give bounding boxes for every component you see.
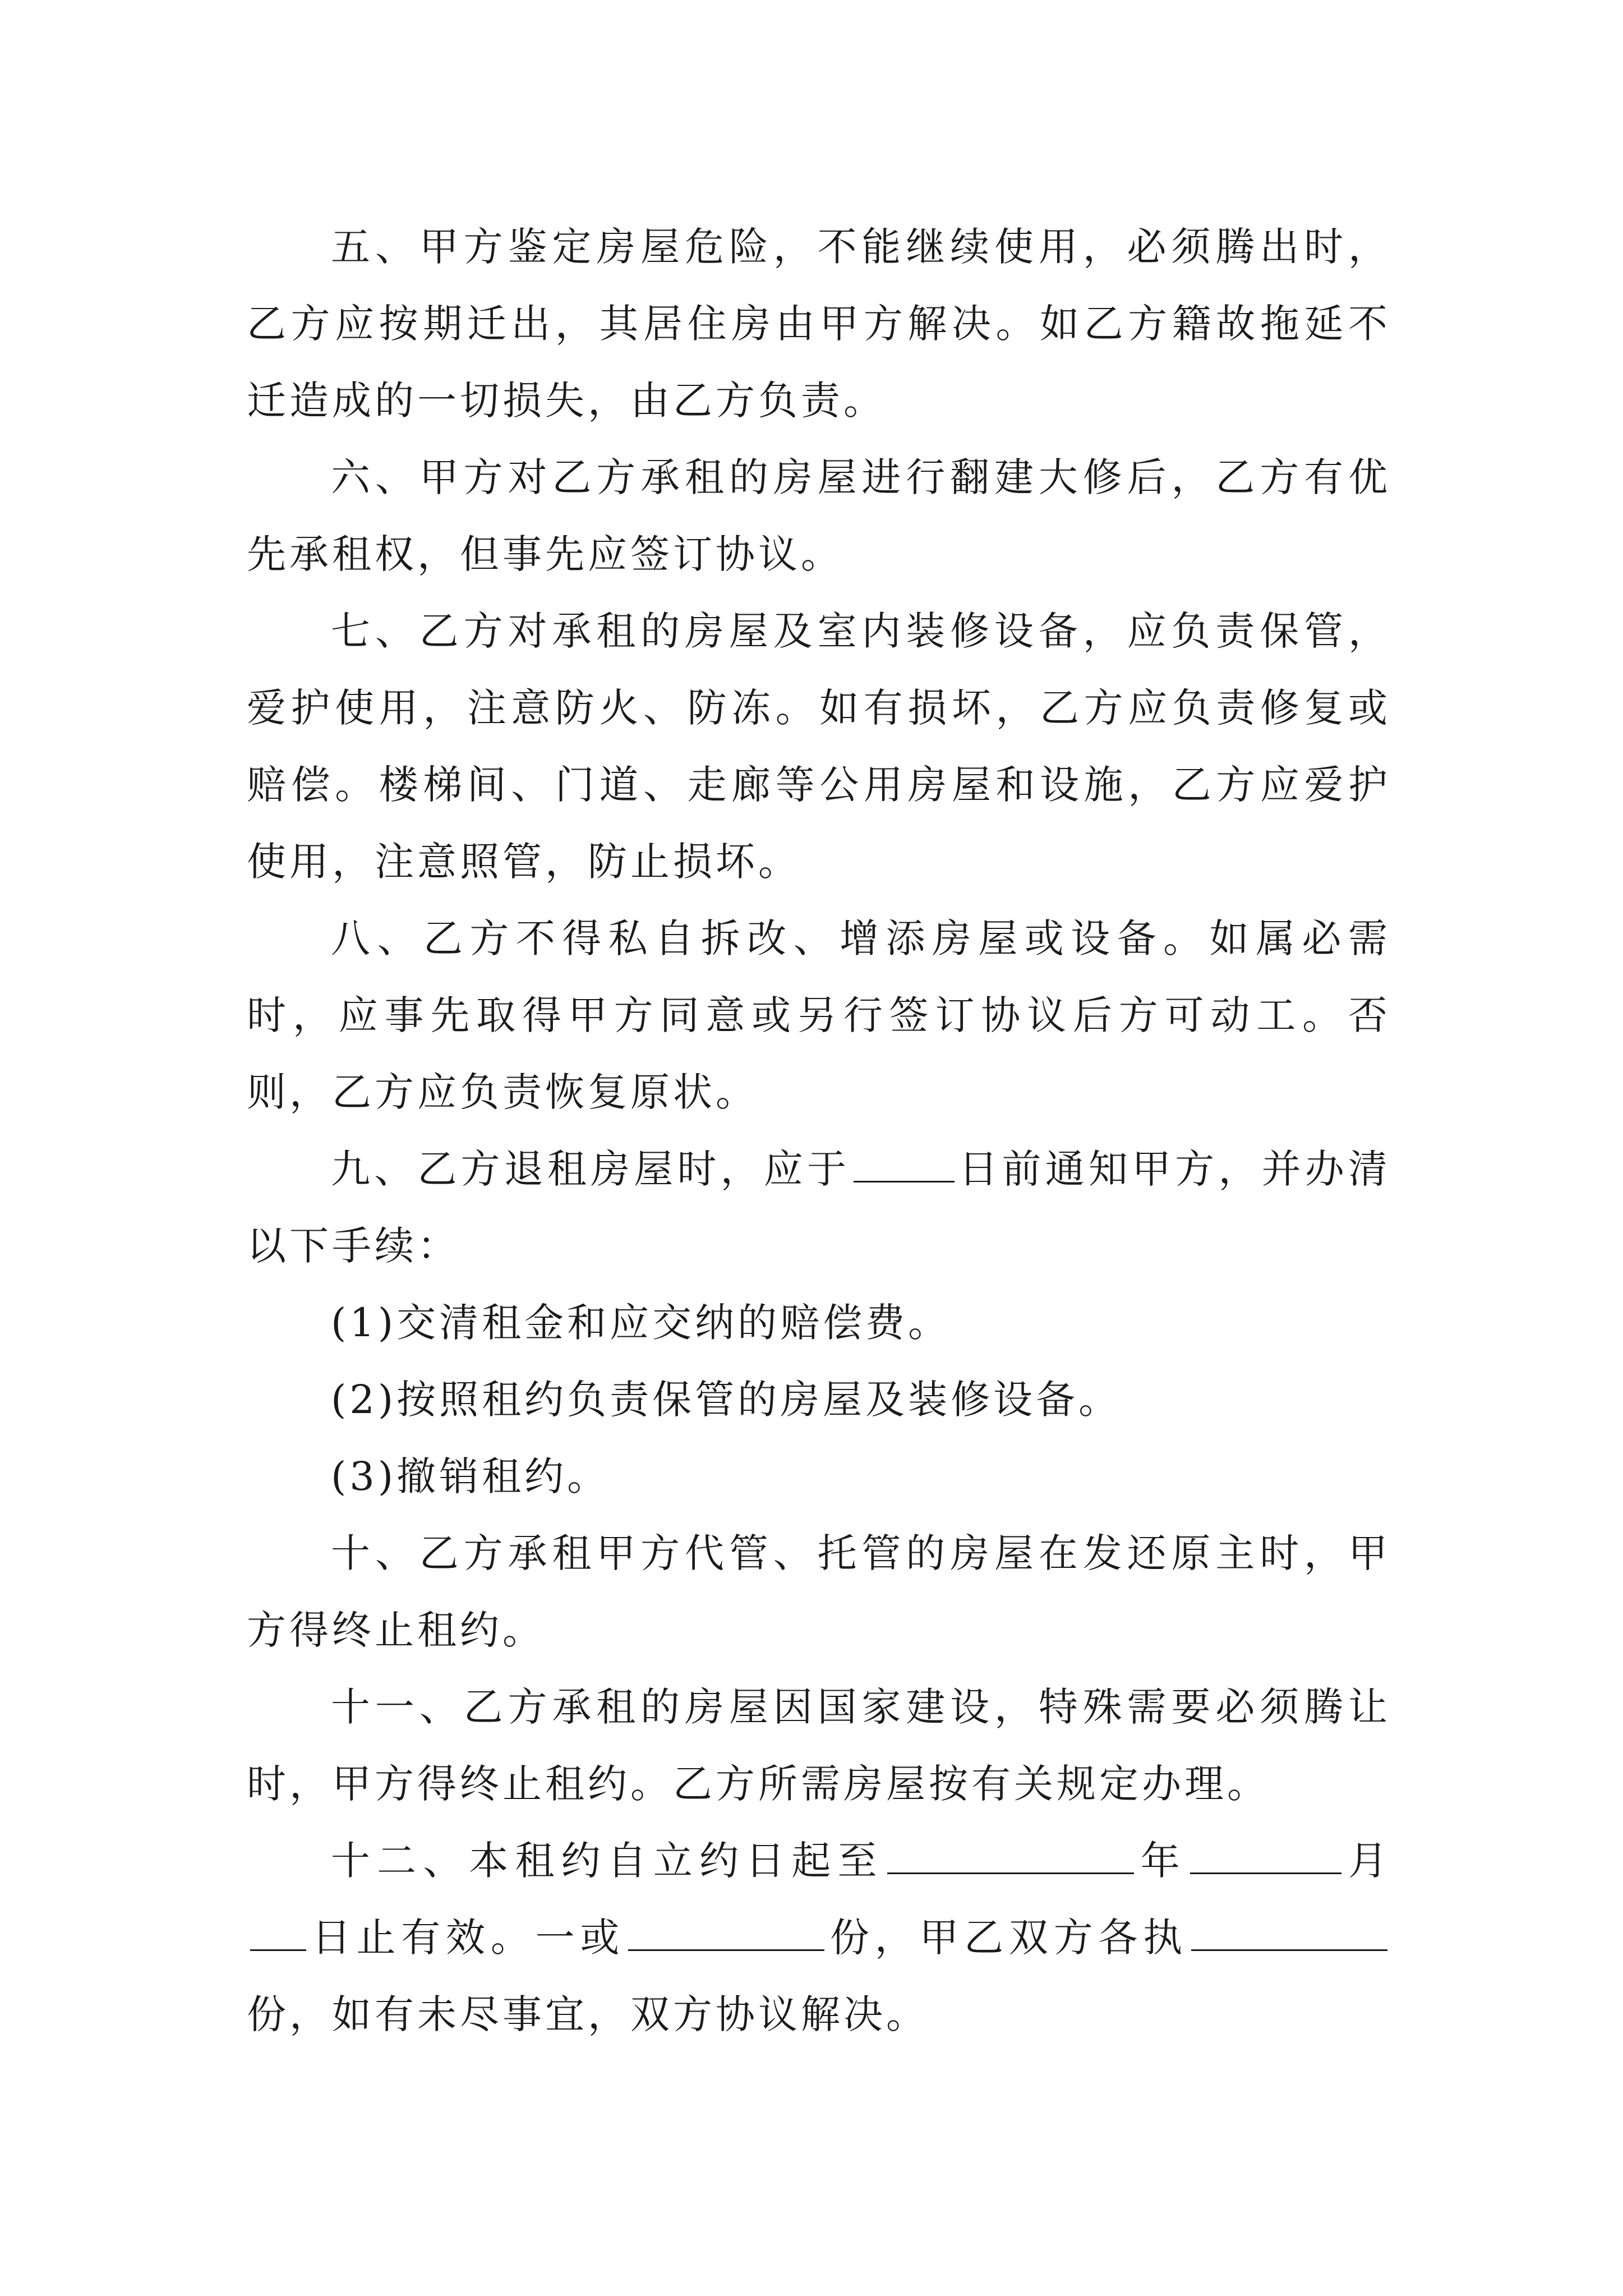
fill-blank-month[interactable] [1190, 1841, 1341, 1874]
fill-blank-notice-days[interactable] [854, 1149, 955, 1182]
clause-9-part-1: 九、乙方退租房屋时，应于 [331, 1146, 851, 1192]
clause-8: 八、乙方不得私自拆改、增添房屋或设备。如属必需时，应事先取得甲方同意或另行签订协议后方可动工。否则，乙方应负责恢复原状。 [247, 915, 1391, 1115]
clause-12-part-4: 份，如有未尽事宜，双方协议解决。 [247, 1991, 929, 2037]
fill-blank-copies-total[interactable] [628, 1918, 824, 1951]
clause-12-part-2: 日止有效。一或 [310, 1915, 625, 1961]
clause-6: 六、甲方对乙方承租的房屋进行翻建大修后，乙方有优先承租权，但事先应签订协议。 [247, 454, 1391, 577]
fill-blank-copies-each[interactable] [1191, 1918, 1387, 1951]
clause-12 [247, 1823, 1391, 2053]
clause-5: 五、甲方鉴定房屋危险，不能继续使用，必须腾出时，乙方应按期迁出，其居住房由甲方解决。如乙方籍故拖延不迁造成的一切损失，由乙方负责。 [247, 224, 1391, 424]
clause-9-item-3: (3)撤销租约。 [331, 1453, 610, 1499]
clause-9 [247, 1131, 1391, 1285]
clause-9-item-1: (1)交清租金和应交纳的赔偿费。 [331, 1300, 951, 1346]
clause-7: 七、乙方对承租的房屋及室内装修设备，应负责保管，爱护使用，注意防火、防冻。如有损坏，乙方应负责修复或赔偿。楼梯间、门道、走廊等公用房屋和设施，乙方应爱护使用，注意照管，防止损坏。 [247, 608, 1391, 885]
clause-12-month-label: 月 [1344, 1838, 1391, 1884]
clause-10: 十、乙方承租甲方代管、托管的房屋在发还原主时，甲方得终止租约。 [247, 1530, 1391, 1653]
fill-blank-year[interactable] [887, 1841, 1134, 1874]
clause-12-year-label: 年 [1137, 1838, 1187, 1884]
clause-12-part-3: 份，甲乙双方各执 [828, 1915, 1188, 1961]
clause-11: 十一、乙方承租的房屋因国家建设，特殊需要必须腾让时，甲方得终止租约。乙方所需房屋按有关规定办理。 [247, 1684, 1391, 1807]
document-body [247, 209, 1391, 2053]
clause-9-part-2: 日前通知甲方，并办清以下手续： [247, 1146, 1391, 1269]
clause-9-item-2: (2)按照租约负责保管的房屋及装修设备。 [331, 1377, 1122, 1423]
fill-blank-day[interactable] [250, 1918, 306, 1951]
clause-12-part-1: 十二、本租约自立约日起至 [331, 1838, 884, 1884]
